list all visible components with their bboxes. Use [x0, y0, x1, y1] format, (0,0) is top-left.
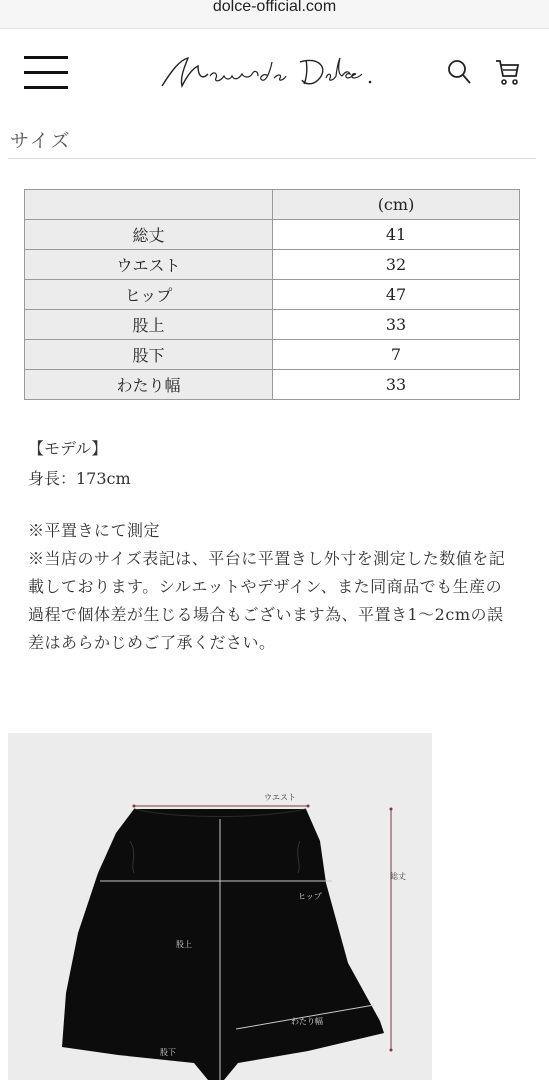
site-header — [0, 28, 549, 118]
label-rise: 股上 — [176, 940, 192, 949]
section-title: サイズ — [10, 130, 72, 152]
model-heading: 【モデル】 — [28, 439, 108, 458]
row-label: ウエスト — [25, 250, 273, 280]
label-length: 総丈 — [390, 872, 406, 881]
hamburger-menu-icon[interactable] — [24, 56, 68, 90]
row-value: 41 — [273, 220, 520, 250]
row-label: ヒップ — [25, 280, 273, 310]
note-size-disclaimer: ※当店のサイズ表記は、平台に平置きし外寸を測定した数値を記載しております。シルエットやデザイン、また同商品でも生産の過程で個体差が生じる場合もございます為、平置き1〜2cmの誤差はあらかじめご了承ください。 — [28, 549, 506, 652]
model-info — [28, 434, 131, 494]
row-label: 股上 — [25, 310, 273, 340]
model-height: 身長：173cm — [28, 469, 131, 488]
row-label: 股下 — [25, 340, 273, 370]
table-row — [25, 220, 520, 250]
row-value: 33 — [273, 310, 520, 340]
row-value: 47 — [273, 280, 520, 310]
label-waist: ウエスト — [264, 793, 296, 802]
section-divider — [8, 158, 536, 159]
url-bar[interactable] — [0, 0, 549, 29]
label-thigh: わたり幅 — [291, 1017, 323, 1026]
row-label: 総丈 — [25, 220, 273, 250]
search-icon[interactable] — [446, 58, 472, 86]
row-label: わたり幅 — [25, 370, 273, 400]
row-value: 7 — [273, 340, 520, 370]
table-header-unit: (cm) — [273, 190, 520, 220]
table-row — [25, 310, 520, 340]
table-header-label — [25, 190, 273, 220]
table-row — [25, 250, 520, 280]
table-row — [25, 340, 520, 370]
size-table — [24, 189, 520, 400]
label-hip: ヒップ — [298, 892, 322, 901]
size-diagram — [8, 733, 432, 1080]
shorts-illustration — [8, 733, 432, 1080]
table-row — [25, 370, 520, 400]
row-value: 32 — [273, 250, 520, 280]
size-notes — [28, 517, 518, 657]
label-inseam: 股下 — [160, 1048, 176, 1057]
row-value: 33 — [273, 370, 520, 400]
note-measure-method: ※平置きにて測定 — [28, 521, 161, 540]
table-row — [25, 280, 520, 310]
url-text: dolce-official.com — [212, 0, 337, 15]
logo[interactable] — [158, 50, 378, 94]
table-header-row — [25, 190, 520, 220]
cart-icon[interactable] — [494, 58, 520, 86]
